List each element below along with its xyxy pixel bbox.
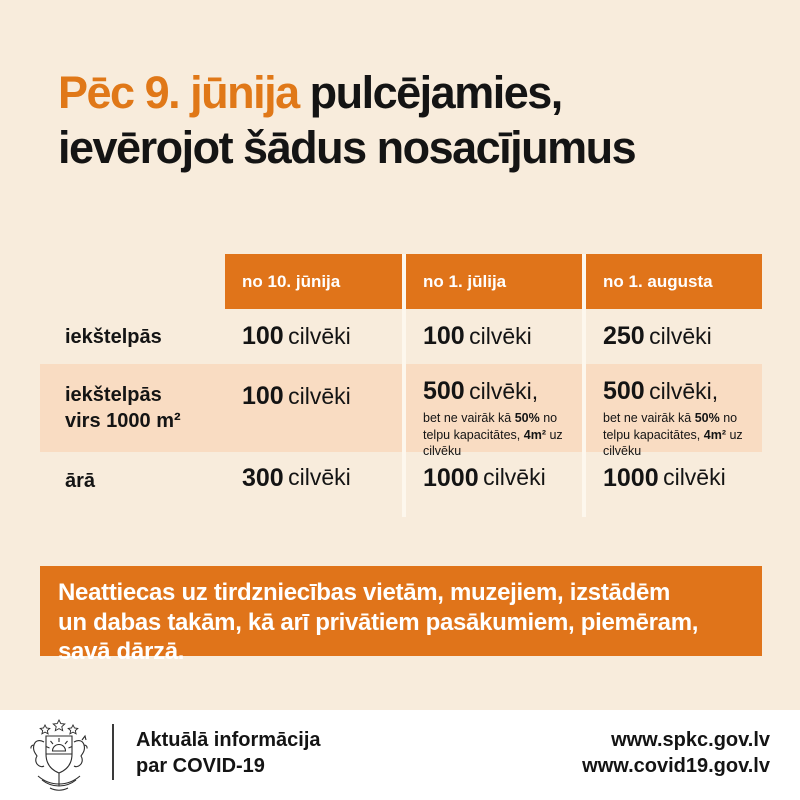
table-cell	[406, 309, 582, 364]
row-label: iekštelpās	[65, 325, 162, 348]
table-cell	[586, 364, 762, 458]
latvia-coat-of-arms-icon	[26, 718, 92, 794]
cell-unit: cilvēki	[288, 464, 351, 490]
banner-line-2: un dabas takām, kā arī privātiem pasākumiem, piemēram,	[58, 608, 699, 636]
row-label	[40, 364, 225, 452]
link-covid19[interactable]: www.covid19.gov.lv	[582, 754, 770, 777]
cell-unit: cilvēki	[288, 323, 351, 349]
footer-info-line1: Aktuālā informācija	[136, 729, 321, 751]
cell-unit: cilvēki,	[649, 378, 719, 404]
title-line-2: ievērojot šādus nosacījumus	[58, 121, 636, 173]
cell-unit: cilvēki,	[469, 378, 539, 404]
exceptions-banner	[40, 566, 762, 666]
footer	[0, 710, 800, 800]
row-label-line1: iekštelpās	[65, 384, 162, 406]
title-line-1	[58, 66, 758, 121]
column-header: no 1. augusta	[586, 254, 762, 309]
cell-unit: cilvēki	[649, 323, 712, 349]
cell-number: 500	[603, 377, 645, 405]
row-label-line2: virs 1000 m²	[65, 410, 181, 432]
cell-number: 250	[603, 322, 645, 350]
cell-number: 1000	[423, 464, 479, 492]
title-rest: pulcējamies,	[298, 67, 562, 118]
cell-unit: cilvēki	[483, 464, 546, 490]
cell-unit: cilvēki	[288, 383, 351, 409]
table-cell	[406, 452, 582, 517]
footer-divider	[112, 724, 114, 780]
table-cell	[225, 364, 402, 452]
cell-note: bet ne vairāk kā 50% no telpu kapacitātes, 4m² uz cilvēku	[423, 411, 563, 458]
cell-note: bet ne vairāk kā 50% no telpu kapacitātes, 4m² uz cilvēku	[603, 411, 743, 458]
conditions-table	[40, 254, 762, 517]
cell-number: 1000	[603, 464, 659, 492]
cell-number: 500	[423, 377, 465, 405]
cell-number: 300	[242, 464, 284, 492]
footer-info	[136, 728, 321, 779]
table-cell	[406, 364, 582, 458]
title-highlight: Pēc 9. jūnija	[58, 67, 299, 118]
table-cell	[586, 452, 762, 517]
table-cell	[225, 452, 402, 517]
row-label: ārā	[65, 470, 96, 492]
cell-unit: cilvēki	[663, 464, 726, 490]
table-cell	[225, 309, 402, 364]
cell-number: 100	[423, 322, 465, 350]
table-cell	[586, 309, 762, 364]
column-header: no 10. jūnija	[225, 254, 402, 309]
banner-line-3: savā dārzā.	[58, 638, 185, 666]
column-header: no 1. jūlija	[406, 254, 582, 309]
cell-unit: cilvēki	[469, 323, 532, 349]
footer-info-line2: par COVID-19	[136, 754, 265, 777]
footer-links	[582, 728, 770, 779]
page-title	[58, 66, 758, 176]
cell-number: 100	[242, 382, 284, 410]
cell-number: 100	[242, 322, 284, 350]
banner-line-1: Neattiecas uz tirdzniecības vietām, muzejiem, izstādēm	[58, 579, 671, 606]
link-spkc[interactable]: www.spkc.gov.lv	[611, 729, 770, 751]
